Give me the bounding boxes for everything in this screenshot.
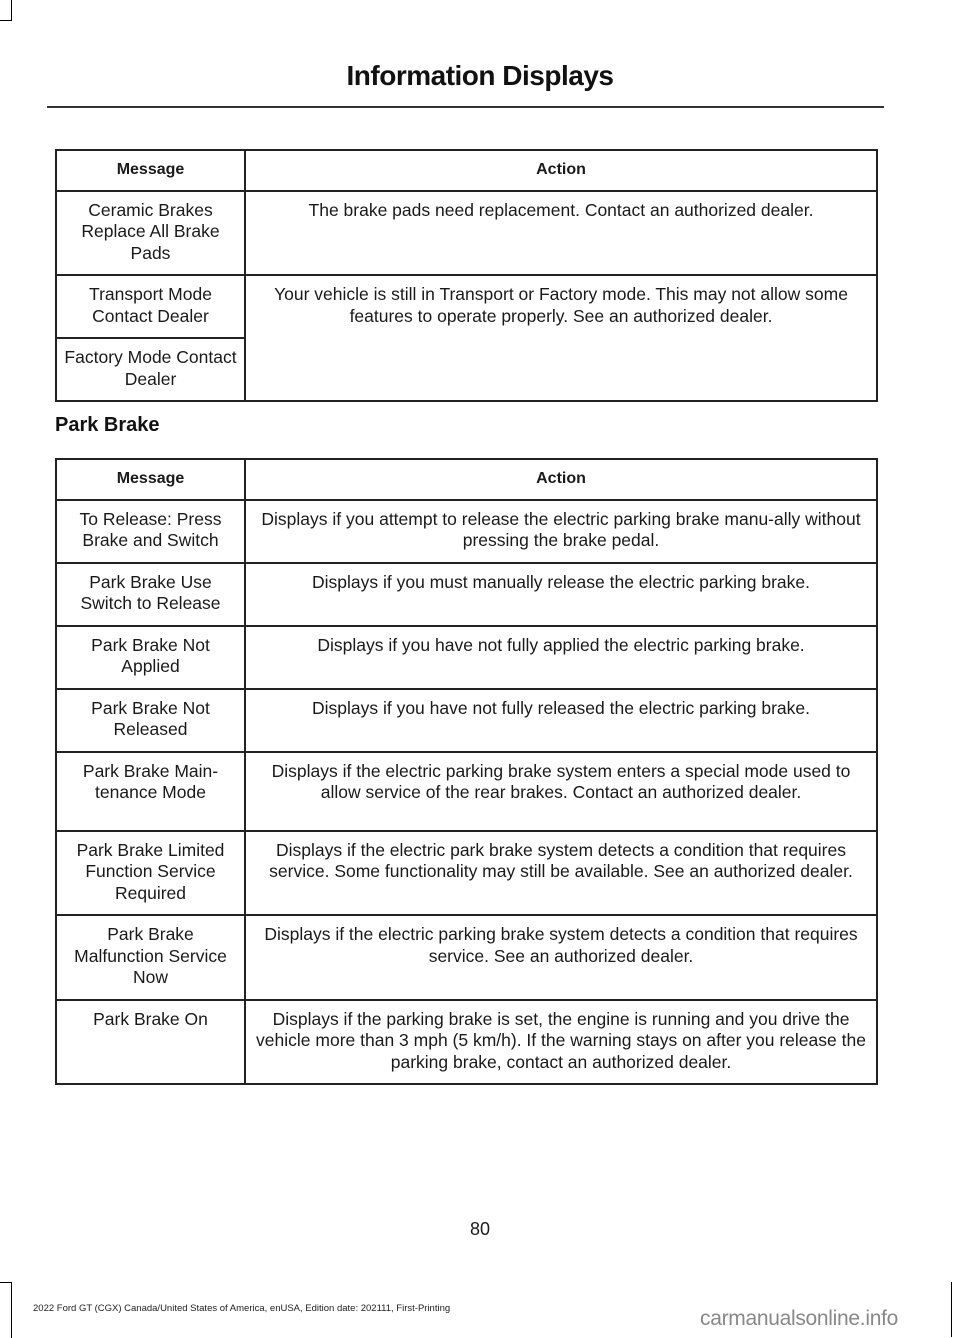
action-cell: Displays if the electric parking brake system detects a condition that requires service. See an authorized dealer. xyxy=(245,915,877,1000)
message-cell: Park Brake Not Released xyxy=(56,689,245,752)
table-row xyxy=(56,275,877,338)
messages-table-park-brake xyxy=(55,458,878,1085)
crop-mark-bottom-left xyxy=(0,1282,12,1338)
header-divider xyxy=(47,106,884,108)
table-row xyxy=(56,1000,877,1085)
action-cell: The brake pads need replacement. Contact an authorized dealer. xyxy=(245,191,877,276)
column-header-action: Action xyxy=(245,150,877,191)
section-heading-park-brake: Park Brake xyxy=(55,414,160,436)
message-cell: To Release: Press Brake and Switch xyxy=(56,500,245,563)
action-cell: Displays if you have not fully released the electric parking brake. xyxy=(245,689,877,752)
message-cell: Park Brake Limited Function Service Required xyxy=(56,831,245,916)
table-row xyxy=(56,831,877,916)
message-cell: Factory Mode Contact Dealer xyxy=(56,338,245,401)
column-header-action: Action xyxy=(245,459,877,500)
message-cell: Park Brake Use Switch to Release xyxy=(56,563,245,626)
message-cell: Park Brake Not Applied xyxy=(56,626,245,689)
page-title: Information Displays xyxy=(346,60,614,91)
action-cell: Displays if the parking brake is set, the engine is running and you drive the vehicle more than 3 mph (5 km/h). If the warning stays on after you release the parking brake, contact an authorized dealer. xyxy=(245,1000,877,1085)
message-cell: Park Brake Malfunction Service Now xyxy=(56,915,245,1000)
action-cell: Displays if the electric park brake system detects a condition that requires service. Some functionality may still be available. See an authorized dealer. xyxy=(245,831,877,916)
action-cell: Displays if the electric parking brake system enters a special mode used to allow service of the rear brakes. Contact an authorized dealer. xyxy=(245,752,877,831)
action-cell: Displays if you have not fully applied the electric parking brake. xyxy=(245,626,877,689)
message-cell: Park Brake Main-tenance Mode xyxy=(56,752,245,831)
crop-mark-top-left xyxy=(0,0,12,21)
table-row xyxy=(56,563,877,626)
table-row xyxy=(56,915,877,1000)
table-row xyxy=(56,626,877,689)
watermark: carmanualsonline.info xyxy=(700,1307,898,1330)
table-header-row xyxy=(56,459,877,500)
message-cell: Ceramic Brakes Replace All Brake Pads xyxy=(56,191,245,276)
edition-footer: 2022 Ford GT (CGX) Canada/United States of America, enUSA, Edition date: 202111, First-Printing xyxy=(33,1303,451,1314)
crop-mark-bottom-right xyxy=(951,1282,960,1337)
table-row xyxy=(56,689,877,752)
message-cell: Park Brake On xyxy=(56,1000,245,1085)
action-cell: Your vehicle is still in Transport or Factory mode. This may not allow some features to operate properly. See an authorized dealer. xyxy=(245,275,877,401)
table-header-row xyxy=(56,150,877,191)
message-cell: Transport Mode Contact Dealer xyxy=(56,275,245,338)
column-header-message: Message xyxy=(56,459,245,500)
table-row xyxy=(56,191,877,276)
action-cell: Displays if you must manually release the electric parking brake. xyxy=(245,563,877,626)
table-row xyxy=(56,500,877,563)
page-number: 80 xyxy=(469,1219,491,1239)
messages-table-brakes xyxy=(55,149,878,402)
action-cell: Displays if you attempt to release the electric parking brake manu-ally without pressing the brake pedal. xyxy=(245,500,877,563)
table-row xyxy=(56,752,877,831)
column-header-message: Message xyxy=(56,150,245,191)
